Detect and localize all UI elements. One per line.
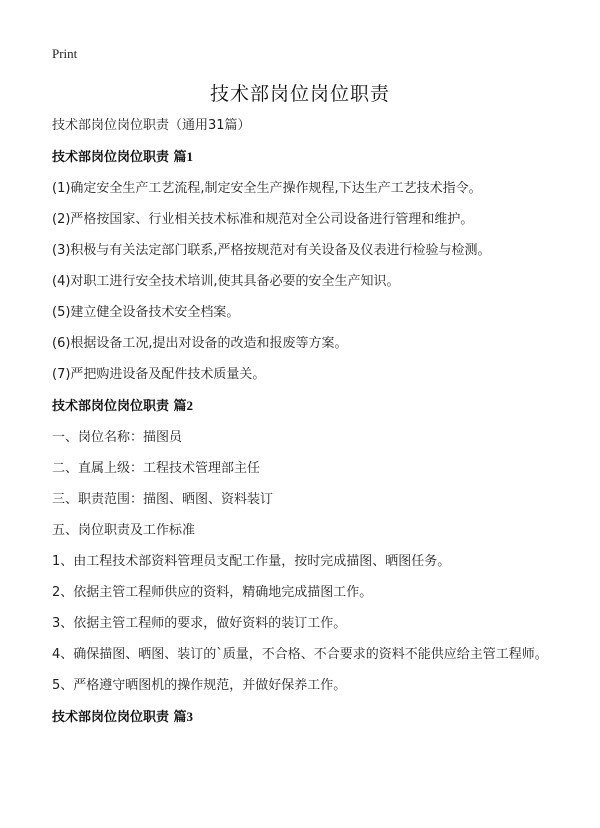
list-item: 五、岗位职责及工作标准 (52, 523, 196, 538)
list-item: (4)对职工进行安全技术培训,使其具备必要的安全生产知识。 (52, 274, 400, 289)
section-1-list (52, 180, 562, 384)
section-heading-1: 技术部岗位岗位职责 篇1 (52, 149, 194, 165)
section-heading-3: 技术部岗位岗位职责 篇3 (52, 709, 194, 725)
list-item: (3)积极与有关法定部门联系,严格按规范对有关设备及仪表进行检验与检测。 (52, 243, 491, 258)
document-subtitle: 技术部岗位岗位职责（通用31篇） (52, 118, 251, 133)
list-item: 4、确保描图、晒图、装订的`质量，不合格、不合要求的资料不能供应给主管工程师。 (52, 647, 548, 662)
list-item: 二、直属上级：工程技术管理部主任 (52, 461, 261, 476)
list-item: (1)确定安全生产工艺流程,制定安全生产操作规程,下达生产工艺技术指令。 (52, 181, 482, 196)
page-title: 技术部岗位岗位职责 (209, 83, 390, 105)
section-2-list (52, 429, 562, 695)
list-item: 5、严格遵守晒图机的操作规范，并做好保养工作。 (52, 678, 347, 693)
print-label: Print (52, 46, 78, 61)
list-item: (6)根据设备工况,提出对设备的改造和报废等方案。 (52, 336, 348, 351)
list-item: 一、岗位名称：描图员 (52, 430, 183, 445)
list-item: (5)建立健全设备技术安全档案。 (52, 305, 240, 320)
document-body (52, 117, 562, 727)
list-item: (2)严格按国家、行业相关技术标准和规范对全公司设备进行管理和维护。 (52, 212, 474, 227)
section-heading-2: 技术部岗位岗位职责 篇2 (52, 398, 194, 414)
list-item: 3、依据主管工程师的要求，做好资料的装订工作。 (52, 616, 347, 631)
list-item: 1、由工程技术部资料管理员支配工作量，按时完成描图、晒图任务。 (52, 554, 451, 569)
list-item: 2、依据主管工程师供应的资料，精确地完成描图工作。 (52, 585, 373, 600)
list-item: 三、职责范围：描图、晒图、资料装订 (52, 492, 274, 507)
list-item: (7)严把购进设备及配件技术质量关。 (52, 367, 266, 382)
